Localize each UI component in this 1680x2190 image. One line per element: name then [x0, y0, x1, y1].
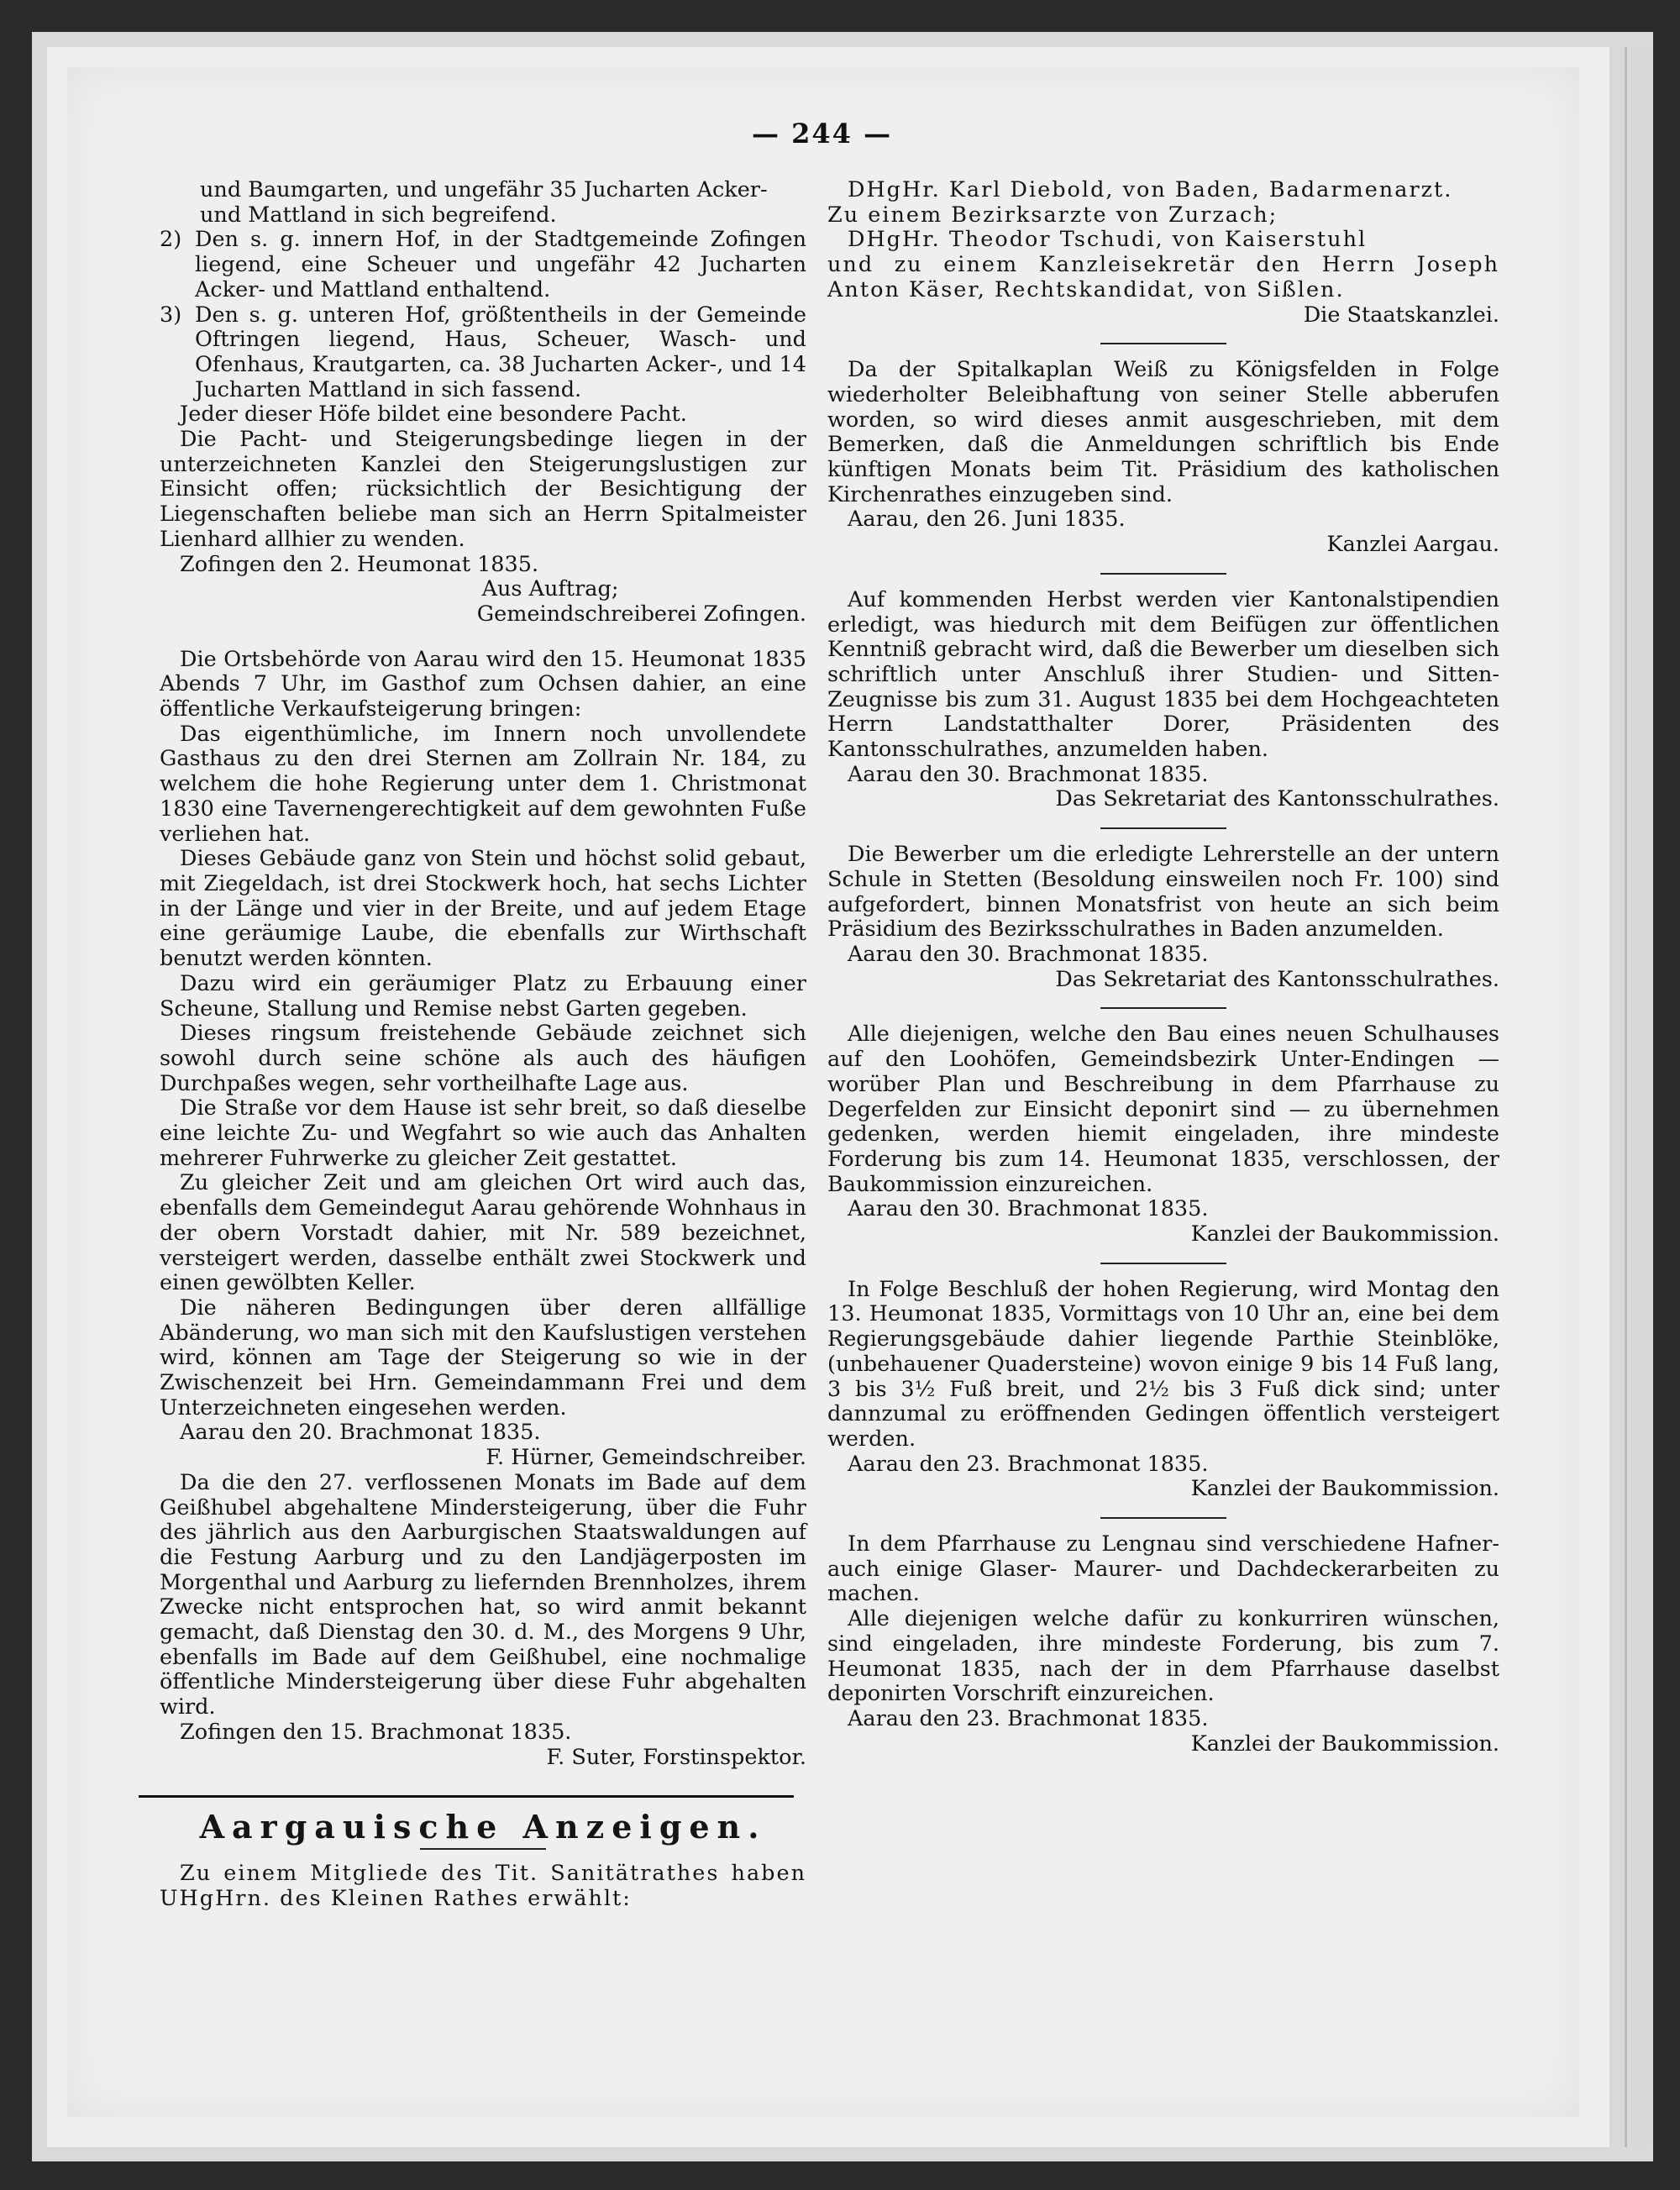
notice-stipendien [827, 588, 1499, 812]
line: DHgHr. Theodor Tschudi, von Kaiserstuhl [848, 227, 1368, 253]
signature: Kanzlei der Baukommission. [1190, 1476, 1499, 1502]
line: Zu einem Bezirksarzte von Zurzach; [827, 202, 1278, 228]
signature: Kanzlei Aargau. [1326, 532, 1499, 558]
signature: Das Sekretariat des Kantonsschulrathes. [1055, 966, 1499, 992]
notice-forst [160, 1471, 806, 1770]
signature: Die Staatskanzlei. [1303, 302, 1499, 328]
paragraph: Die näheren Bedingungen über deren allfällige Abänderung, wo man sich mit den Kaufslustigen verstehen wird, können am Tage der Steigerung so wie in der Zwischenzeit bei Hrn. Gemeindammann Frei und dem Unterzeichneten eingesehen werden. [160, 1295, 806, 1421]
paragraph: Das eigenthümliche, im Innern noch unvollendete Gasthaus zu den drei Sternen am Zollrain Nr. 184, zu welchem die hohe Regierung unter dem 1. Christmonat 1830 eine Tavernengerechtigkeit auf dem gewohnten Fuße verliehen hat. [160, 721, 806, 847]
divider [1100, 827, 1226, 829]
item-number: 2) [160, 227, 182, 253]
date-line: Zofingen den 2. Heumonat 1835. [180, 551, 539, 577]
date-line: Aarau den 30. Brachmonat 1835. [848, 761, 1209, 787]
date-line: Zofingen den 15. Brachmonat 1835. [180, 1719, 572, 1745]
date-line: Aarau den 23. Brachmonat 1835. [848, 1705, 1209, 1731]
section-heading: Aargauische Anzeigen. [199, 1808, 767, 1846]
paragraph: Die Pacht- und Steigerungsbedinge liegen in der unterzeichneten Kanzlei den Steigerungslustigen zur Einsicht offen; rücksichtlich der Besichtigung der Liegenschaften beliebe man sich an Herrn Spitalmeister Lienhard allhier zu wenden. [160, 427, 806, 552]
item-number: 3) [160, 302, 182, 328]
notice-lehrer [827, 843, 1499, 992]
date-line: Aarau, den 26. Juni 1835. [848, 507, 1126, 533]
paragraph: Die Bewerber um die erledigte Lehrerstelle an der untern Schule in Stetten (Besoldung einsweilen noch Fr. 100) sind aufgefordert, binnen Monatsfrist von heute an sich beim Präsidium des Bezirksschulrathes in Baden anzumelden. [827, 842, 1499, 943]
paragraph: Die Ortsbehörde von Aarau wird den 15. Heumonat 1835 Abends 7 Uhr, im Gasthof zum Ochsen dahier, an eine öffentliche Verkaufsteigerung bringen: [160, 646, 806, 722]
paragraph: Die Straße vor dem Hause ist sehr breit, so daß dieselbe eine leichte Zu- und Wegfahrt so wie auch das Anhalten mehrerer Fuhrwerke zu gleicher Zeit gestattet. [160, 1095, 806, 1171]
paragraph: Alle diejenigen welche dafür zu konkurriren wünschen, sind eingeladen, ihre mindeste Forderung, bis zum 7. Heumonat 1835, nach der in dem Pfarrhause daselbst deponirten Vorschrift einzureichen. [827, 1606, 1499, 1707]
date-line: Aarau den 30. Brachmonat 1835. [848, 941, 1209, 967]
line: DHgHr. Karl Diebold, von Baden, Badarmenarzt. [848, 177, 1453, 202]
divider [1100, 343, 1226, 344]
notice-lengnau [827, 1532, 1499, 1757]
paragraph: In Folge Beschluß der hohen Regierung, wird Montag den 13. Heumonat 1835, Vormittags von 10 Uhr an, eine bei dem Regierungsgebäude dahier liegende Parthie Steinblöke, (unbehauener Quadersteine) wovon einige 9 bis 14 Fuß lang, 3 bis 3½ Fuß breit, und 2½ bis 3 Fuß dick sind; unter dannzumal zu eröffnenden Gedingen öffentlich versteigert werden. [827, 1276, 1499, 1452]
paragraph: Dieses Gebäude ganz von Stein und höchst solid gebaut, mit Ziegeldach, ist drei Stockwerk hoch, hat sechs Lichter in der Länge und vier in der Breite, und auf jedem Etage eine geräumige Laube, die ebenfalls zur Wirthschaft benutzt werden könnten. [160, 846, 806, 972]
heading-rule [420, 1848, 546, 1850]
line: und Baumgarten, und ungefähr 35 Jucharten Acker- [200, 177, 768, 202]
notice-gasthaus [160, 648, 806, 1471]
date-line: Aarau den 30. Brachmonat 1835. [848, 1196, 1209, 1222]
signature: Kanzlei der Baukommission. [1190, 1730, 1499, 1757]
divider [1100, 1263, 1226, 1264]
paragraph: In dem Pfarrhause zu Lengnau sind verschiedene Hafner- auch einige Glaser- Maurer- und Dachdeckerarbeiten zu machen. [827, 1531, 1499, 1607]
paragraph: Da der Spitalkaplan Weiß zu Königsfelden in Folge wiederholter Beleibhaftung von seiner Stelle abberufen worden, so wird dieses anmit ausgeschrieben, mit dem Bemerken, daß die Anmeldungen schriftlich bis Ende künftigen Monats beim Tit. Präsidium des katholischen Kirchenrathes einzugeben sind. [827, 357, 1499, 507]
left-column [160, 178, 806, 1911]
paragraph: Da die den 27. verflossenen Monats im Bade auf dem Geißhubel abgehaltene Mindersteigerung, über die Fuhr des jährlich aus den Aarburgischen Staatswaldungen auf die Festung Aarburg und zu den Landjägerposten im Morgenthal und Aarburg zu liefernden Brennholzes, ihrem Zwecke nicht entsprochen hat, so wird anmit bekannt gemacht, daß Dienstag den 30. d. M., des Morgens 9 Uhr, ebenfalls im Bade auf dem Geißhubel, eine nochmalige öffentliche Mindersteigerung über diese Fuhr abgehalten wird. [160, 1469, 806, 1720]
paragraph: Zu einem Mitgliede des Tit. Sanitätrathes haben UHgHrn. des Kleinen Rathes erwählt: [160, 1861, 806, 1911]
signature: F. Suter, Forstinspektor. [546, 1744, 806, 1770]
divider [1100, 573, 1226, 575]
paragraph: Jeder dieser Höfe bildet eine besondere Pacht. [180, 402, 687, 428]
signature: Gemeindschreiberei Zofingen. [476, 601, 806, 627]
paragraph: Zu gleicher Zeit und am gleichen Ort wird auch das, ebenfalls dem Gemeindegut Aarau gehörende Wohnhaus in der obern Vorstadt dahier, mit Nr. 589 bezeichnet, versteigert werden, dasselbe enthält zwei Stockwerk und einen gewölbten Keller. [160, 1170, 806, 1296]
line: und zu einem Kanzleisekretär den Herrn Joseph Anton Käser, Rechtskandidat, von Sißlen. [827, 252, 1499, 302]
signature: F. Hürner, Gemeindschreiber. [486, 1445, 806, 1471]
notice-steinbloecke [827, 1278, 1499, 1502]
notice-pacht [160, 178, 806, 628]
notice-schulhaus [827, 1022, 1499, 1247]
page-edge [1625, 47, 1649, 2147]
signature-line: Aus Auftrag; [481, 576, 619, 602]
right-column [827, 178, 1499, 1757]
list-item [160, 303, 806, 403]
paragraph: Dazu wird ein geräumiger Platz zu Erbauung einer Scheune, Stallung und Remise nebst Garten gegeben. [160, 970, 806, 1021]
signature: Das Sekretariat des Kantonsschulrathes. [1055, 786, 1499, 812]
section-rule [139, 1795, 794, 1798]
line: und Mattland in sich begreifend. [200, 202, 557, 228]
divider [1100, 1517, 1226, 1519]
notice-wahlen [827, 178, 1499, 328]
paragraph: Alle diejenigen, welche den Bau eines neuen Schulhauses auf den Loohöfen, Gemeindsbezirk Unter-Endingen — worüber Plan und Beschreibung in dem Pfarrhause zu Degerfelden zur Einsicht deponirt sind — zu übernehmen gedenken, werden hiemit eingeladen, ihre mindeste Forderung bis zum 14. Heumonat 1835, verschlossen, der Baukommission einzureichen. [827, 1021, 1499, 1197]
list-item [160, 228, 806, 302]
signature: Kanzlei der Baukommission. [1190, 1221, 1499, 1247]
paragraph: Auf kommenden Herbst werden vier Kantonalstipendien erledigt, was hiedurch mit dem Beifügen zur öffentlichen Kenntniß gebracht wird, daß die Bewerber um dieselben sich schriftlich unter Anschluß ihrer Studien- und Sitten-Zeugnisse bis zum 31. August 1835 bei dem Hochgeachteten Herrn Landstatthalter Dorer, Präsidenten des Kantonsschulrathes, anzumelden haben. [827, 586, 1499, 763]
paragraph: Dieses ringsum freistehende Gebäude zeichnet sich sowohl durch seine schöne als auch des häufigen Durchpaßes wegen, sehr vortheilhafte Lage aus. [160, 1021, 806, 1096]
date-line: Aarau den 23. Brachmonat 1835. [848, 1451, 1209, 1477]
item-text: Den s. g. unteren Hof, größtentheils in der Gemeinde Oftringen liegend, Haus, Scheuer, Wasch- und Ofenhaus, Krautgarten, ca. 38 Jucharten Acker-, und 14 Jucharten Mattland in sich fassend. [195, 302, 806, 402]
notice-spital [827, 358, 1499, 558]
date-line: Aarau den 20. Brachmonat 1835. [180, 1420, 541, 1446]
page-number: — 244 — [752, 118, 893, 150]
item-text: Den s. g. innern Hof, in der Stadtgemeinde Zofingen liegend, eine Scheuer und ungefähr 42 Jucharten Acker- und Mattland enthaltend. [195, 227, 806, 302]
divider [1100, 1007, 1226, 1009]
